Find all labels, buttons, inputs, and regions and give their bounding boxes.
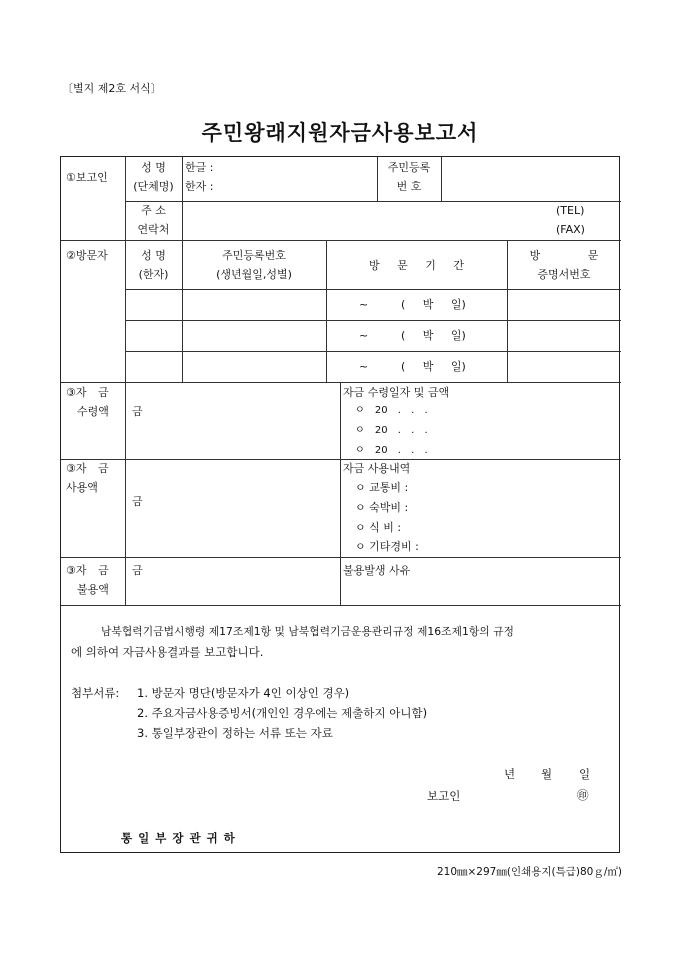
attachment-item: 1. 방문자 명단(방문자가 4인 이상인 경우) (137, 686, 350, 700)
used-section-sublabel: 사용액 (66, 481, 98, 494)
visit-period-tilde: ~ (359, 298, 369, 311)
visitor-rrn-sublabel: (생년월일,성별) (216, 268, 292, 281)
received-amount-field[interactable]: 금 (132, 405, 143, 418)
paper-spec-note: 210㎜×297㎜(인쇄용지(특급)80ｇ/㎡) (436, 866, 622, 878)
divider (61, 605, 621, 606)
received-detail-label: 자금 수령일자 및 금액 (343, 386, 450, 399)
attachment-item: 2. 주요자금사용증빙서(개인인 경우에는 제출하지 아니함) (137, 706, 428, 720)
reporter-name-sublabel: (단체명) (133, 180, 174, 193)
contact-label: 연락처 (137, 223, 170, 236)
received-item: ㅇ 20 . . . (355, 445, 428, 456)
received-item: ㅇ 20 . . . (355, 425, 428, 436)
divider (61, 459, 621, 460)
date-month: 월 (541, 767, 553, 781)
used-item: ㅇ 숙박비 : (355, 501, 409, 514)
received-section-sublabel: 수령액 (77, 405, 109, 418)
reporter-sign-label: 보고인 (427, 789, 461, 803)
visit-period-tilde: ~ (359, 360, 369, 373)
unused-amount-field[interactable]: 금 (132, 564, 143, 577)
date-year: 년 (504, 767, 516, 781)
divider (61, 557, 621, 558)
divider (61, 240, 621, 241)
visitor-section-label: ②방문자 (66, 249, 108, 262)
divider (182, 157, 183, 240)
divider (125, 201, 621, 202)
rrn-sublabel: 번 호 (396, 180, 422, 193)
divider (61, 382, 621, 383)
divider (340, 382, 341, 605)
divider (125, 351, 621, 352)
used-item: ㅇ 기타경비 : (355, 540, 419, 553)
addressee: 통 일 부 장 관 귀 하 (121, 831, 235, 845)
reporter-name-label: 성 명 (141, 161, 166, 174)
visit-cert-sublabel: 증명서번호 (537, 268, 591, 281)
received-item: ㅇ 20 . . . (355, 405, 428, 416)
divider (125, 289, 621, 290)
visitor-name-label: 성 명 (141, 249, 166, 262)
unused-section-label: ③자 금 (66, 564, 109, 577)
rrn-label: 주민등록 (387, 161, 431, 174)
form-label: 〔별지 제2호 서식〕 (62, 82, 162, 95)
received-section-label: ③자 금 (66, 386, 109, 399)
visitor-rrn-label: 주민등록번호 (222, 249, 286, 262)
seal-mark: ㊞ (577, 788, 589, 802)
attachments-label: 첨부서류: (71, 686, 120, 700)
divider (441, 157, 442, 201)
used-item: ㅇ 교통비 : (355, 481, 409, 494)
divider (125, 320, 621, 321)
hangul-name-field[interactable]: 한글 : (185, 161, 214, 174)
date-day: 일 (579, 767, 591, 781)
tel-label: (TEL) (556, 204, 585, 217)
attachment-item: 3. 통일부장관이 정하는 서류 또는 자료 (137, 726, 333, 740)
visit-period-nights: ( 박 일) (401, 329, 466, 342)
report-form (60, 156, 620, 853)
visit-period-nights: ( 박 일) (401, 360, 466, 373)
visit-period-tilde: ~ (359, 329, 369, 342)
unused-reason-label: 불용발생 사유 (343, 564, 411, 577)
page-title: 주민왕래지원자금사용보고서 (201, 120, 479, 145)
reporter-section-label: ①보고인 (66, 171, 108, 184)
visitor-name-sublabel: (한자) (138, 268, 169, 281)
used-detail-label: 자금 사용내역 (343, 462, 411, 475)
visit-cert-label: 방 문 (529, 249, 599, 262)
statement-line: 남북협력기금법시행령 제17조제1항 및 남북협력기금운용관리규정 제16조제1항의 규정 (101, 625, 514, 638)
hanja-name-field[interactable]: 한자 : (185, 180, 214, 193)
used-item: ㅇ 식 비 : (355, 521, 402, 534)
unused-section-sublabel: 불용액 (77, 583, 109, 596)
fax-label: (FAX) (556, 223, 585, 236)
visit-period-nights: ( 박 일) (401, 298, 466, 311)
visit-period-label: 방 문 기 간 (369, 259, 464, 272)
address-label: 주 소 (141, 204, 166, 217)
statement-line: 에 의하여 자금사용결과를 보고합니다. (71, 645, 264, 659)
used-section-label: ③자 금 (66, 462, 109, 475)
used-amount-field[interactable]: 금 (132, 495, 143, 508)
